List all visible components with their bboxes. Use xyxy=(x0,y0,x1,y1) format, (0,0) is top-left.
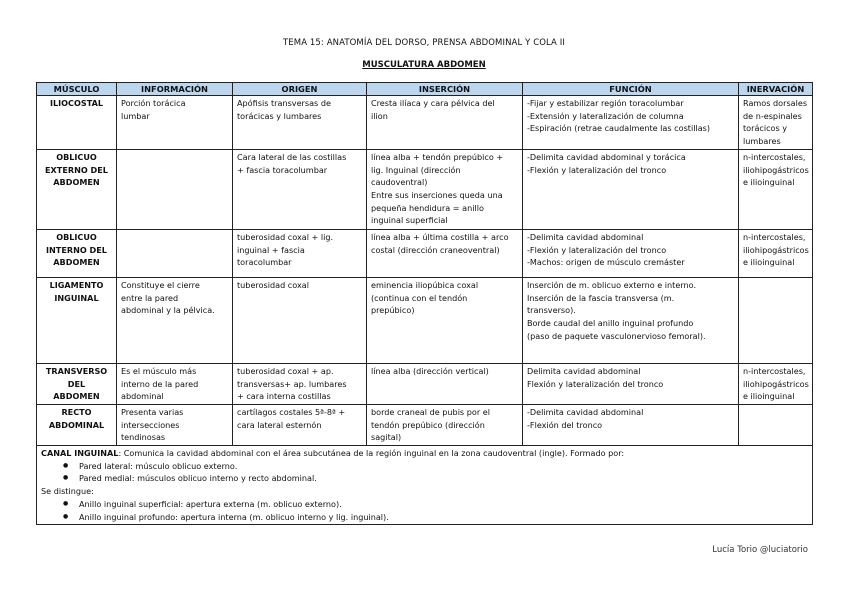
origin-cell xyxy=(233,229,367,277)
cell-line: Ramos dorsales xyxy=(743,98,808,108)
cell-line: e ilioinguinal xyxy=(743,257,795,268)
cell-line: de n-espinales xyxy=(743,110,802,121)
cell-line: Flexión y lateralización del tronco xyxy=(527,378,664,389)
cell-line: tendón prepúbico (dirección xyxy=(371,419,485,430)
cell-line: iliohipogástricos xyxy=(743,164,809,175)
inguinal-canal-heading xyxy=(41,447,808,460)
cell-line: + cara interna costillas xyxy=(237,391,331,402)
cell-line: cartílagos costales 5ª-8ª + xyxy=(237,406,346,417)
cell-line: ABDOMEN xyxy=(53,177,100,188)
cell-line: DEL xyxy=(67,378,86,389)
page-title: TEMA 15: ANATOMÍA DEL DORSO, PRENSA ABDOMINAL Y COLA II xyxy=(283,38,565,48)
insertion-cell xyxy=(367,149,523,229)
origin-cell xyxy=(233,363,367,404)
cell-line: TRANSVERSO xyxy=(45,365,108,376)
information-cell xyxy=(117,96,233,150)
cell-line: EXTERNO DEL xyxy=(45,164,108,175)
information-cell xyxy=(117,277,233,363)
innervation-cell xyxy=(739,229,813,277)
formed-by-list xyxy=(41,460,808,485)
cell-line: lig. Inguinal (dirección xyxy=(371,164,461,175)
cell-line: inguinal superficial xyxy=(371,215,448,226)
cell-line: (continua con el tendón xyxy=(371,292,468,303)
table-body xyxy=(37,96,813,446)
cell-line: costal (dirección craneoventral) xyxy=(371,244,500,255)
information-cell xyxy=(117,363,233,404)
cell-line: Porción torácica xyxy=(121,98,186,108)
insertion-cell xyxy=(367,404,523,445)
distinguish-list xyxy=(41,498,808,523)
cell-line: Inserción de m. oblicuo externo e interno. xyxy=(527,279,697,290)
cell-line: caudoventral) xyxy=(371,177,428,188)
cell-line: abdominal xyxy=(121,391,164,402)
cell-line: -Delimita cavidad abdominal xyxy=(527,231,644,242)
origin-cell xyxy=(233,277,367,363)
cell-line: OBLICUO xyxy=(56,151,97,162)
column-header: INSERCIÓN xyxy=(367,83,523,96)
cell-line: n-intercostales, xyxy=(743,231,806,242)
cell-line: ABDOMEN xyxy=(53,391,100,402)
cell-line: ILIOCOSTAL xyxy=(49,98,104,108)
cell-line: cara lateral esternón xyxy=(237,419,322,430)
cell-line: sagital) xyxy=(371,432,402,443)
cell-line: torácicas y lumbares xyxy=(237,110,322,121)
cell-line: transversas+ ap. lumbares xyxy=(237,378,347,389)
cell-line: ABDOMEN xyxy=(53,257,100,268)
muscle-name-cell xyxy=(37,229,117,277)
function-cell xyxy=(523,229,739,277)
column-header: ORIGEN xyxy=(233,83,367,96)
muscle-name-cell xyxy=(37,277,117,363)
cell-line: -Espiración (retrae caudalmente las costillas) xyxy=(527,123,711,134)
cell-line: toracolumbar xyxy=(237,257,292,268)
cell-line: -Machos: origen de músculo cremáster xyxy=(527,257,685,268)
cell-line: Apófisis transversas de xyxy=(237,98,331,108)
cell-line: (paso de paquete vasculonervioso femoral). xyxy=(527,330,706,341)
innervation-cell xyxy=(739,404,813,445)
cell-line: borde craneal de pubis por el xyxy=(371,406,490,417)
cell-line: e ilioinguinal xyxy=(743,391,795,402)
cell-line: INGUINAL xyxy=(54,292,99,303)
cell-line: prepúbico) xyxy=(371,305,415,316)
cell-line: línea alba + última costilla + arco xyxy=(371,231,509,242)
information-cell xyxy=(117,229,233,277)
cell-line: -Flexión y lateralización del tronco xyxy=(527,244,667,255)
muscle-name-cell xyxy=(37,149,117,229)
cell-line: Constituye el cierre xyxy=(121,279,200,290)
cell-line: OBLICUO xyxy=(56,231,97,242)
information-cell xyxy=(117,149,233,229)
cell-line: Inserción de la fascia transversa (m. xyxy=(527,292,675,303)
cell-line: tuberosidad coxal + ap. xyxy=(237,365,334,376)
cell-line: abdominal y la pélvica. xyxy=(121,305,215,316)
cell-line: -Fijar y estabilizar región toracolumbar xyxy=(527,98,684,108)
information-cell xyxy=(117,404,233,445)
origin-cell xyxy=(233,96,367,150)
cell-line: Delimita cavidad abdominal xyxy=(527,365,641,376)
cell-line: intersecciones xyxy=(121,419,180,430)
cell-line: Es el músculo más xyxy=(121,365,197,376)
cell-line: línea alba + tendón prepúbico + xyxy=(371,151,504,162)
cell-line: torácicos y xyxy=(743,123,788,134)
function-cell xyxy=(523,96,739,150)
cell-line: INTERNO DEL xyxy=(46,244,107,255)
cell-line: -Flexión y lateralización del tronco xyxy=(527,164,667,175)
inguinal-canal-notes xyxy=(37,446,813,525)
table-row xyxy=(37,149,813,229)
function-cell xyxy=(523,404,739,445)
cell-line: -Extensión y lateralización de columna xyxy=(527,110,684,121)
muscle-name-cell xyxy=(37,404,117,445)
table-row xyxy=(37,363,813,404)
list-item: ● Pared lateral: músculo oblicuo externo. xyxy=(67,460,808,473)
cell-line: n-intercostales, xyxy=(743,365,806,376)
cell-line: ilion xyxy=(371,110,388,121)
inguinal-canal-row xyxy=(37,446,813,525)
inguinal-canal-description: : Comunica la cavidad abdominal con el área subcutánea de la región inguinal en la zona caudoventral (ingle). Formado por: xyxy=(118,448,625,459)
cell-line: tendinosas xyxy=(121,432,166,443)
section-subtitle: MUSCULATURA ABDOMEN xyxy=(362,60,486,70)
muscle-name-cell xyxy=(37,363,117,404)
table-row xyxy=(37,277,813,363)
author-signature: Lucía Torio @luciatorio xyxy=(712,545,808,555)
function-cell xyxy=(523,363,739,404)
table-row xyxy=(37,229,813,277)
muscle-name-cell xyxy=(37,96,117,150)
cell-line: lumbar xyxy=(121,110,150,121)
cell-line: pequeña hendidura = anillo xyxy=(371,202,484,213)
insertion-cell xyxy=(367,96,523,150)
cell-line: Borde caudal del anillo inguinal profundo xyxy=(527,317,694,328)
cell-line: entre la pared xyxy=(121,292,179,303)
origin-cell xyxy=(233,149,367,229)
list-item: ● Anillo inguinal superficial: apertura externa (m. oblicuo externo). xyxy=(67,498,808,511)
cell-line: ABDOMINAL xyxy=(48,419,105,430)
innervation-cell xyxy=(739,277,813,363)
cell-line: e ilioinguinal xyxy=(743,177,795,188)
cell-line: -Delimita cavidad abdominal xyxy=(527,406,644,417)
cell-line: interno de la pared xyxy=(121,378,199,389)
column-header: FUNCIÓN xyxy=(523,83,739,96)
origin-cell xyxy=(233,404,367,445)
function-cell xyxy=(523,149,739,229)
cell-line: tuberosidad coxal + lig. xyxy=(237,231,334,242)
cell-line: -Delimita cavidad abdominal y torácica xyxy=(527,151,686,162)
cell-line: eminencia iliopúbica coxal xyxy=(371,279,479,290)
insertion-cell xyxy=(367,363,523,404)
cell-line: Cara lateral de las costillas xyxy=(237,151,347,162)
innervation-cell xyxy=(739,149,813,229)
cell-line: tuberosidad coxal xyxy=(237,279,309,290)
cell-line: iliohipogástricos xyxy=(743,378,809,389)
column-header: INERVACIÓN xyxy=(739,83,813,96)
cell-line: Presenta varias xyxy=(121,406,184,417)
cell-line: LIGAMENTO xyxy=(49,279,104,290)
cell-line: n-intercostales, xyxy=(743,151,806,162)
inguinal-canal-title: CANAL INGUINAL xyxy=(41,448,119,459)
insertion-cell xyxy=(367,229,523,277)
table-header-row xyxy=(37,83,813,96)
list-item: ● Pared medial: músculos oblicuo interno y recto abdominal. xyxy=(67,472,808,485)
cell-line: línea alba (dirección vertical) xyxy=(371,365,489,376)
column-header: MÚSCULO xyxy=(37,83,117,96)
innervation-cell xyxy=(739,96,813,150)
function-cell xyxy=(523,277,739,363)
insertion-cell xyxy=(367,277,523,363)
cell-line: Cresta ilíaca y cara pélvica del xyxy=(371,98,495,108)
cell-line: transverso). xyxy=(527,305,576,316)
column-header: INFORMACIÓN xyxy=(117,83,233,96)
list-item: ● Anillo inguinal profundo: apertura interna (m. oblicuo interno y lig. inguinal). xyxy=(67,511,808,524)
innervation-cell xyxy=(739,363,813,404)
cell-line: iliohipogástricos xyxy=(743,244,809,255)
distinguish-label: Se distingue: xyxy=(41,486,94,497)
cell-line: Entre sus inserciones queda una xyxy=(371,189,503,200)
cell-line: + fascia toracolumbar xyxy=(237,164,328,175)
muscle-table xyxy=(36,82,813,525)
cell-line: RECTO xyxy=(61,406,92,417)
cell-line: inguinal + fascia xyxy=(237,244,305,255)
table-row xyxy=(37,404,813,445)
cell-line: lumbares xyxy=(743,136,781,147)
table-row xyxy=(37,96,813,150)
cell-line: -Flexión del tronco xyxy=(527,419,603,430)
